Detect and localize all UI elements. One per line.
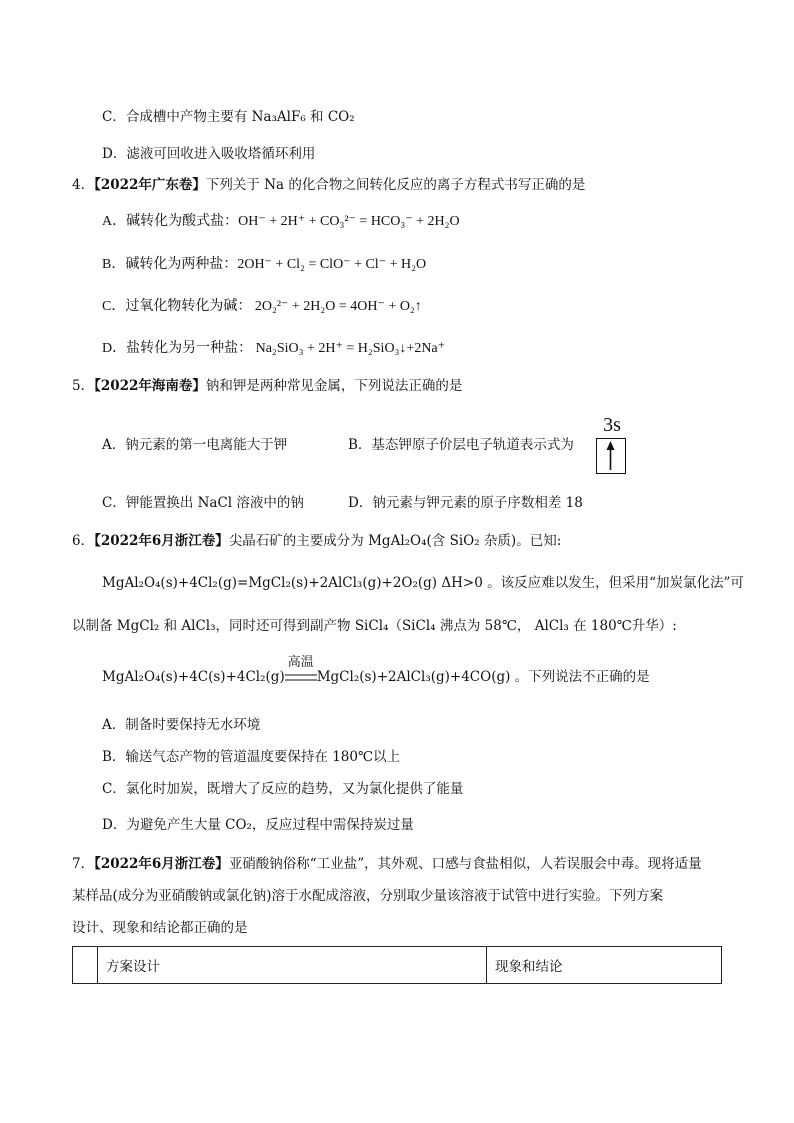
- q6-stem: 尖晶石矿的主要成分为 MgAl₂O₄(含 SiO₂ 杂质)。已知:: [228, 533, 562, 549]
- q6-condition: 高温: [287, 655, 314, 670]
- orbital-diagram: [592, 414, 632, 478]
- q5-option-d: D．钠元素与钾元素的原子序数相差 18: [348, 495, 583, 511]
- q6-eq2-left: MgAl₂O₄(s)+4C(s)+4Cl₂(g): [102, 669, 285, 685]
- q5-option-b: B．基态钾原子价层电子轨道表示式为: [348, 437, 574, 453]
- equals-sign-icon: [285, 673, 317, 683]
- orbital-box: [596, 438, 626, 474]
- q4-stem: 下列关于 Na 的化合物之间转化反应的离子方程式书写正确的是: [205, 177, 586, 193]
- q5-option-c: C．钾能置换出 NaCl 溶液中的钠: [102, 495, 304, 511]
- q5-stem: 钠和钾是两种常见金属，下列说法正确的是: [205, 378, 463, 394]
- q6-equation-1: MgAl₂O₄(s)+4Cl₂(g)=MgCl₂(s)+2AlCl₃(g)+2O₂(g) ΔH>0 。该反应难以发生，但采用“加炭氯化法”可: [102, 575, 744, 591]
- table-header-row: [73, 947, 722, 984]
- q5-source: 【2022年海南卷】: [94, 378, 206, 394]
- q4-source: 【2022年广东卷】: [94, 177, 206, 193]
- q6-eq2-right: MgCl₂(s)+2AlCl₃(g)+4CO(g) 。下列说法不正确的是: [316, 669, 650, 685]
- q3-option-d: D．滤液可回收进入吸收塔循环利用: [102, 146, 316, 162]
- q4-option-b: B．碱转化为两种盐：2OH⁻ + Cl₂ = ClO⁻ + Cl⁻ + H₂O: [102, 257, 427, 272]
- q4-option-c: C．过氧化物转化为碱： 2O₂²⁻ + 2H₂O = 4OH⁻ + O₂↑: [102, 299, 422, 314]
- q6-condition-group: [285, 655, 317, 686]
- q7-stem-line-3: 设计、现象和结论都正确的是: [72, 920, 248, 936]
- q6-line-3: 以制备 MgCl₂ 和 AlCl₃，同时还可得到副产物 SiCl₄（SiCl₄ 沸点为 58℃， AlCl₃ 在 180℃升华）:: [72, 618, 677, 634]
- q3-option-c: C．合成槽中产物主要有 Na₃AlF₆ 和 CO₂: [102, 109, 355, 125]
- q4-option-d: D．盐转化为另一种盐： Na₂SiO₃ + 2H⁺ = H₂SiO₃↓+2Na⁺: [102, 341, 446, 356]
- q6-option-b: B．输送气态产物的管道温度要保持在 180℃以上: [102, 749, 401, 765]
- q6-option-d: D．为避免产生大量 CO₂，反应过程中需保持炭过量: [102, 817, 414, 833]
- up-arrow-icon: [597, 439, 624, 472]
- q7-stem-line-1: [72, 855, 702, 873]
- q7-stem-1: 亚硝酸钠俗称“工业盐”，其外观、口感与食盐相似，人若误服会中毒。现将适量: [228, 856, 702, 872]
- q6-number: 6．: [72, 533, 95, 549]
- q4-stem-line: [72, 176, 585, 194]
- q4-number: 4．: [72, 177, 95, 193]
- q6-option-a: A．制备时要保持无水环境: [102, 717, 261, 733]
- table-header-design: 方案设计: [98, 947, 487, 984]
- q6-source: 【2022年6月浙江卷】: [94, 533, 229, 549]
- q6-equation-2: [102, 655, 650, 686]
- q6-stem-line: [72, 532, 561, 550]
- q7-number: 7．: [72, 856, 95, 872]
- q5-stem-line: [72, 377, 462, 395]
- q7-source: 【2022年6月浙江卷】: [94, 856, 229, 872]
- q5-option-a: A．钠元素的第一电离能大于钾: [102, 437, 288, 453]
- q7-stem-line-2: 某样品(成分为亚硝酸钠或氯化钠)溶于水配成溶液，分别取少量该溶液于试管中进行实验。下列方案: [72, 888, 664, 904]
- q5-number: 5．: [72, 378, 95, 394]
- orbital-label: 3s: [603, 414, 621, 436]
- q4-option-a: A．碱转化为酸式盐：OH⁻ + 2H⁺ + CO₃²⁻ = HCO₃⁻ + 2H₂O: [102, 214, 460, 229]
- q6-option-c: C．氯化时加炭，既增大了反应的趋势，又为氯化提供了能量: [102, 781, 464, 797]
- table-header-index: [73, 947, 98, 984]
- q7-table: [72, 946, 722, 984]
- table-header-result: 现象和结论: [487, 947, 722, 984]
